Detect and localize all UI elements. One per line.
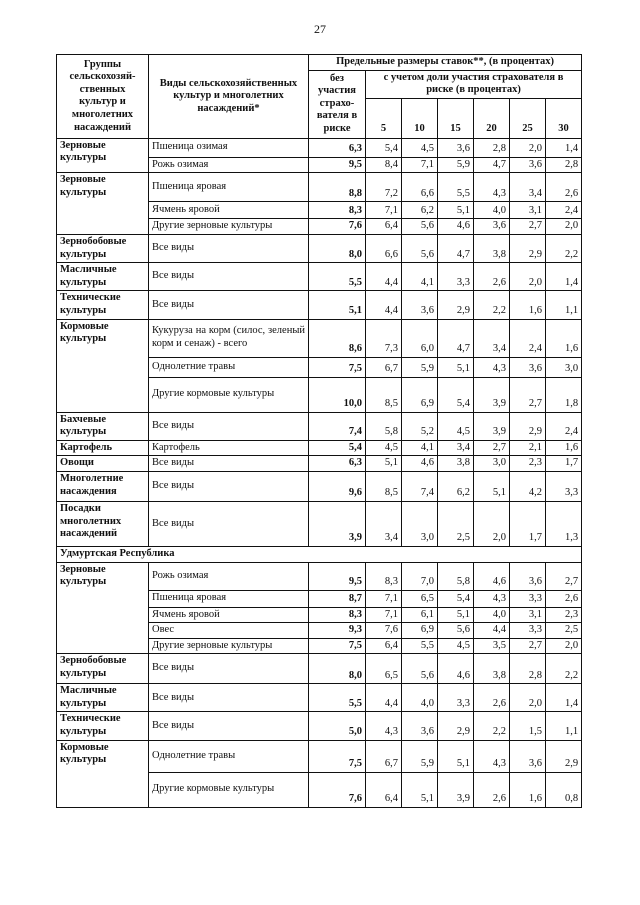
share-rate-cell: 5,9 xyxy=(438,157,474,173)
region-row xyxy=(57,546,582,562)
crop-group-cell: Масличные культуры xyxy=(57,684,149,712)
table-row xyxy=(57,684,582,712)
share-rate-cell: 1,6 xyxy=(546,319,582,357)
table-row xyxy=(57,456,582,472)
base-rate-cell: 8,0 xyxy=(309,654,366,684)
share-rate-cell: 3,6 xyxy=(510,357,546,377)
table-row xyxy=(57,291,582,319)
base-rate-cell: 7,6 xyxy=(309,219,366,235)
share-rate-cell: 4,0 xyxy=(402,684,438,712)
crop-kind-cell: Ячмень яровой xyxy=(149,607,309,623)
share-rate-cell: 5,6 xyxy=(402,234,438,262)
crop-kind-cell: Другие кормовые культуры xyxy=(149,377,309,412)
share-rate-cell: 4,3 xyxy=(474,173,510,202)
crop-kind-cell: Рожь озимая xyxy=(149,562,309,590)
base-rate-cell: 8,3 xyxy=(309,607,366,623)
insurance-rates-table xyxy=(56,54,582,808)
region-title: Удмуртская Республика xyxy=(57,546,582,562)
share-rate-cell: 4,4 xyxy=(366,291,402,319)
share-rate-cell: 2,3 xyxy=(546,607,582,623)
table-row xyxy=(57,501,582,546)
crop-kind-cell: Все виды xyxy=(149,234,309,262)
share-rate-cell: 4,6 xyxy=(438,219,474,235)
header-share: с учетом доли участия страхователя в риске (в процентах) xyxy=(366,70,582,98)
table-row xyxy=(57,319,582,357)
crop-kind-cell: Все виды xyxy=(149,412,309,440)
share-rate-cell: 5,9 xyxy=(402,357,438,377)
share-rate-cell: 2,9 xyxy=(438,712,474,740)
share-rate-cell: 4,2 xyxy=(510,471,546,501)
share-rate-cell: 6,6 xyxy=(402,173,438,202)
share-rate-cell: 2,6 xyxy=(546,173,582,202)
share-rate-cell: 5,5 xyxy=(402,638,438,654)
share-rate-cell: 2,2 xyxy=(474,712,510,740)
base-rate-cell: 3,9 xyxy=(309,501,366,546)
crop-group-cell: Технические культуры xyxy=(57,712,149,740)
share-rate-cell: 7,4 xyxy=(402,471,438,501)
base-rate-cell: 8,6 xyxy=(309,319,366,357)
table-row xyxy=(57,712,582,740)
base-rate-cell: 7,6 xyxy=(309,772,366,807)
share-rate-cell: 6,5 xyxy=(366,654,402,684)
share-rate-cell: 6,9 xyxy=(402,623,438,639)
crop-kind-cell: Другие зерновые культуры xyxy=(149,638,309,654)
share-rate-cell: 0,8 xyxy=(546,772,582,807)
share-rate-cell: 2,1 xyxy=(510,440,546,456)
base-rate-cell: 6,3 xyxy=(309,456,366,472)
table-row xyxy=(57,654,582,684)
share-rate-cell: 2,0 xyxy=(510,263,546,291)
share-rate-cell: 2,6 xyxy=(474,684,510,712)
share-rate-cell: 3,6 xyxy=(510,157,546,173)
base-rate-cell: 9,3 xyxy=(309,623,366,639)
share-rate-cell: 3,3 xyxy=(510,623,546,639)
crop-kind-cell: Все виды xyxy=(149,684,309,712)
share-rate-cell: 5,5 xyxy=(438,173,474,202)
share-rate-cell: 6,4 xyxy=(366,772,402,807)
base-rate-cell: 9,6 xyxy=(309,471,366,501)
crop-kind-cell: Все виды xyxy=(149,291,309,319)
share-rate-cell: 2,5 xyxy=(438,501,474,546)
share-rate-cell: 1,7 xyxy=(510,501,546,546)
share-rate-cell: 8,5 xyxy=(366,471,402,501)
share-rate-cell: 4,5 xyxy=(402,138,438,157)
share-rate-cell: 3,4 xyxy=(438,440,474,456)
share-rate-cell: 2,7 xyxy=(510,219,546,235)
share-rate-cell: 3,3 xyxy=(438,263,474,291)
share-rate-cell: 4,1 xyxy=(402,440,438,456)
share-rate-cell: 3,9 xyxy=(474,377,510,412)
table-body-section-2 xyxy=(57,546,582,807)
share-rate-cell: 3,6 xyxy=(438,138,474,157)
share-rate-cell: 3,6 xyxy=(474,219,510,235)
share-rate-cell: 7,1 xyxy=(366,607,402,623)
share-rate-cell: 3,0 xyxy=(546,357,582,377)
table-body-section-1 xyxy=(57,138,582,546)
share-rate-cell: 5,4 xyxy=(366,138,402,157)
crop-group-cell: Многолетние насаждения xyxy=(57,471,149,501)
crop-kind-cell: Овес xyxy=(149,623,309,639)
table-row xyxy=(57,562,582,590)
base-rate-cell: 8,7 xyxy=(309,590,366,607)
share-rate-cell: 2,7 xyxy=(546,562,582,590)
share-rate-cell: 3,5 xyxy=(474,638,510,654)
share-rate-cell: 3,3 xyxy=(510,590,546,607)
table-row xyxy=(57,471,582,501)
base-rate-cell: 5,5 xyxy=(309,263,366,291)
share-rate-cell: 5,4 xyxy=(438,590,474,607)
share-rate-cell: 4,3 xyxy=(366,712,402,740)
share-rate-cell: 5,1 xyxy=(438,202,474,219)
share-rate-cell: 4,4 xyxy=(366,684,402,712)
share-rate-cell: 8,5 xyxy=(366,377,402,412)
share-rate-cell: 3,8 xyxy=(474,654,510,684)
share-rate-cell: 7,1 xyxy=(402,157,438,173)
share-rate-cell: 2,7 xyxy=(510,377,546,412)
share-rate-cell: 2,9 xyxy=(510,234,546,262)
share-rate-cell: 2,6 xyxy=(546,590,582,607)
base-rate-cell: 7,5 xyxy=(309,740,366,772)
share-rate-cell: 5,1 xyxy=(438,607,474,623)
crop-kind-cell: Все виды xyxy=(149,712,309,740)
share-rate-cell: 7,0 xyxy=(402,562,438,590)
share-rate-cell: 4,5 xyxy=(366,440,402,456)
share-rate-cell: 4,7 xyxy=(438,319,474,357)
crop-kind-cell: Ячмень яровой xyxy=(149,202,309,219)
share-rate-cell: 1,1 xyxy=(546,712,582,740)
share-rate-cell: 4,5 xyxy=(438,638,474,654)
share-rate-cell: 3,4 xyxy=(474,319,510,357)
share-rate-cell: 4,6 xyxy=(438,654,474,684)
table-row xyxy=(57,440,582,456)
crop-kind-cell: Другие зерновые культуры xyxy=(149,219,309,235)
crop-kind-cell: Все виды xyxy=(149,263,309,291)
crop-kind-cell: Однолетние травы xyxy=(149,740,309,772)
crop-group-cell: Технические культуры xyxy=(57,291,149,319)
share-rate-cell: 3,8 xyxy=(438,456,474,472)
share-rate-cell: 5,8 xyxy=(366,412,402,440)
share-rate-cell: 3,6 xyxy=(402,291,438,319)
share-rate-cell: 2,4 xyxy=(546,412,582,440)
share-rate-cell: 2,9 xyxy=(546,740,582,772)
share-rate-cell: 3,1 xyxy=(510,202,546,219)
crop-group-cell: Зернобобовые культуры xyxy=(57,654,149,684)
crop-group-cell: Овощи xyxy=(57,456,149,472)
table-row xyxy=(57,138,582,157)
table-row xyxy=(57,740,582,772)
share-rate-cell: 3,9 xyxy=(474,412,510,440)
share-rate-cell: 4,4 xyxy=(474,623,510,639)
table-row xyxy=(57,234,582,262)
crop-group-cell: Зерновые культуры xyxy=(57,138,149,173)
base-rate-cell: 7,5 xyxy=(309,357,366,377)
share-rate-cell: 4,3 xyxy=(474,357,510,377)
share-rate-cell: 7,1 xyxy=(366,202,402,219)
share-rate-cell: 8,3 xyxy=(366,562,402,590)
share-rate-cell: 6,4 xyxy=(366,638,402,654)
share-rate-cell: 1,4 xyxy=(546,263,582,291)
base-rate-cell: 5,1 xyxy=(309,291,366,319)
share-rate-cell: 4,1 xyxy=(402,263,438,291)
share-rate-cell: 7,6 xyxy=(366,623,402,639)
share-rate-cell: 2,0 xyxy=(546,219,582,235)
share-rate-cell: 5,2 xyxy=(402,412,438,440)
crop-group-cell: Зерновые культуры xyxy=(57,173,149,235)
share-rate-cell: 1,4 xyxy=(546,684,582,712)
crop-kind-cell: Пшеница озимая xyxy=(149,138,309,157)
share-rate-cell: 5,6 xyxy=(402,219,438,235)
table-row xyxy=(57,263,582,291)
header-base: без участия страхо-вателя в риске xyxy=(309,70,366,138)
share-rate-cell: 7,1 xyxy=(366,590,402,607)
crop-group-cell: Кормовые культуры xyxy=(57,319,149,412)
crop-group-cell: Кормовые культуры xyxy=(57,740,149,807)
share-rate-cell: 1,3 xyxy=(546,501,582,546)
share-rate-cell: 4,0 xyxy=(474,202,510,219)
crop-kind-cell: Все виды xyxy=(149,471,309,501)
header-share-col: 15 xyxy=(438,98,474,138)
share-rate-cell: 1,4 xyxy=(546,138,582,157)
share-rate-cell: 6,7 xyxy=(366,357,402,377)
crop-group-cell: Картофель xyxy=(57,440,149,456)
base-rate-cell: 9,5 xyxy=(309,157,366,173)
share-rate-cell: 4,6 xyxy=(474,562,510,590)
share-rate-cell: 4,6 xyxy=(402,456,438,472)
share-rate-cell: 6,7 xyxy=(366,740,402,772)
share-rate-cell: 2,3 xyxy=(510,456,546,472)
share-rate-cell: 2,2 xyxy=(546,234,582,262)
share-rate-cell: 2,5 xyxy=(546,623,582,639)
share-rate-cell: 1,6 xyxy=(510,291,546,319)
share-rate-cell: 3,9 xyxy=(438,772,474,807)
crop-group-cell: Зернобобовые культуры xyxy=(57,234,149,262)
share-rate-cell: 1,7 xyxy=(546,456,582,472)
share-rate-cell: 6,2 xyxy=(438,471,474,501)
table-row xyxy=(57,173,582,202)
header-share-col: 10 xyxy=(402,98,438,138)
page-number: 27 xyxy=(314,22,326,36)
base-rate-cell: 8,8 xyxy=(309,173,366,202)
share-rate-cell: 2,8 xyxy=(510,654,546,684)
share-rate-cell: 3,0 xyxy=(402,501,438,546)
share-rate-cell: 2,7 xyxy=(510,638,546,654)
share-rate-cell: 2,4 xyxy=(510,319,546,357)
share-rate-cell: 4,7 xyxy=(438,234,474,262)
share-rate-cell: 4,0 xyxy=(474,607,510,623)
share-rate-cell: 4,3 xyxy=(474,590,510,607)
base-rate-cell: 6,3 xyxy=(309,138,366,157)
header-rates-title: Предельные размеры ставок**, (в процентах) xyxy=(309,55,582,71)
share-rate-cell: 6,0 xyxy=(402,319,438,357)
share-rate-cell: 2,6 xyxy=(474,263,510,291)
header-share-col: 20 xyxy=(474,98,510,138)
share-rate-cell: 8,4 xyxy=(366,157,402,173)
header-share-col: 30 xyxy=(546,98,582,138)
crop-kind-cell: Картофель xyxy=(149,440,309,456)
share-rate-cell: 2,2 xyxy=(474,291,510,319)
share-rate-cell: 2,0 xyxy=(474,501,510,546)
share-rate-cell: 1,1 xyxy=(546,291,582,319)
share-rate-cell: 3,3 xyxy=(438,684,474,712)
share-rate-cell: 4,4 xyxy=(366,263,402,291)
share-rate-cell: 3,1 xyxy=(510,607,546,623)
crop-kind-cell: Все виды xyxy=(149,456,309,472)
base-rate-cell: 7,5 xyxy=(309,638,366,654)
header-kinds: Виды сельскохозяйственных культур и многолетних насаждений* xyxy=(149,55,309,139)
base-rate-cell: 5,5 xyxy=(309,684,366,712)
share-rate-cell: 5,6 xyxy=(438,623,474,639)
share-rate-cell: 5,1 xyxy=(366,456,402,472)
share-rate-cell: 3,6 xyxy=(402,712,438,740)
share-rate-cell: 6,4 xyxy=(366,219,402,235)
share-rate-cell: 2,2 xyxy=(546,654,582,684)
share-rate-cell: 3,0 xyxy=(474,456,510,472)
base-rate-cell: 8,3 xyxy=(309,202,366,219)
share-rate-cell: 6,5 xyxy=(402,590,438,607)
share-rate-cell: 6,2 xyxy=(402,202,438,219)
header-share-col: 25 xyxy=(510,98,546,138)
share-rate-cell: 3,3 xyxy=(546,471,582,501)
share-rate-cell: 2,0 xyxy=(510,684,546,712)
share-rate-cell: 3,6 xyxy=(510,740,546,772)
crop-kind-cell: Все виды xyxy=(149,654,309,684)
share-rate-cell: 5,4 xyxy=(438,377,474,412)
share-rate-cell: 3,6 xyxy=(510,562,546,590)
header-groups: Группы сельскохозяй-ственных культур и многолетних насаждений xyxy=(57,55,149,139)
share-rate-cell: 7,2 xyxy=(366,173,402,202)
share-rate-cell: 2,6 xyxy=(474,772,510,807)
share-rate-cell: 4,5 xyxy=(438,412,474,440)
base-rate-cell: 9,5 xyxy=(309,562,366,590)
share-rate-cell: 6,6 xyxy=(366,234,402,262)
base-rate-cell: 10,0 xyxy=(309,377,366,412)
header-share-col: 5 xyxy=(366,98,402,138)
crop-kind-cell: Однолетние травы xyxy=(149,357,309,377)
crop-group-cell: Масличные культуры xyxy=(57,263,149,291)
crop-kind-cell: Пшеница яровая xyxy=(149,173,309,202)
share-rate-cell: 5,1 xyxy=(438,357,474,377)
crop-group-cell: Зерновые культуры xyxy=(57,562,149,654)
base-rate-cell: 8,0 xyxy=(309,234,366,262)
share-rate-cell: 3,4 xyxy=(510,173,546,202)
share-rate-cell: 2,9 xyxy=(510,412,546,440)
share-rate-cell: 1,6 xyxy=(510,772,546,807)
base-rate-cell: 7,4 xyxy=(309,412,366,440)
share-rate-cell: 6,9 xyxy=(402,377,438,412)
share-rate-cell: 1,6 xyxy=(546,440,582,456)
table-row xyxy=(57,412,582,440)
share-rate-cell: 2,9 xyxy=(438,291,474,319)
crop-kind-cell: Все виды xyxy=(149,501,309,546)
base-rate-cell: 5,0 xyxy=(309,712,366,740)
share-rate-cell: 5,6 xyxy=(402,654,438,684)
share-rate-cell: 7,3 xyxy=(366,319,402,357)
crop-kind-cell: Другие кормовые культуры xyxy=(149,772,309,807)
share-rate-cell: 5,1 xyxy=(474,471,510,501)
share-rate-cell: 5,8 xyxy=(438,562,474,590)
crop-group-cell: Посадки многолетних насаждений xyxy=(57,501,149,546)
crop-kind-cell: Кукуруза на корм (силос, зеленый корм и сенаж) - всего xyxy=(149,319,309,357)
share-rate-cell: 1,5 xyxy=(510,712,546,740)
share-rate-cell: 4,3 xyxy=(474,740,510,772)
share-rate-cell: 6,1 xyxy=(402,607,438,623)
share-rate-cell: 5,9 xyxy=(402,740,438,772)
crop-kind-cell: Пшеница яровая xyxy=(149,590,309,607)
share-rate-cell: 2,0 xyxy=(510,138,546,157)
share-rate-cell: 2,7 xyxy=(474,440,510,456)
share-rate-cell: 2,8 xyxy=(474,138,510,157)
share-rate-cell: 5,1 xyxy=(402,772,438,807)
share-rate-cell: 2,8 xyxy=(546,157,582,173)
crop-kind-cell: Рожь озимая xyxy=(149,157,309,173)
share-rate-cell: 3,4 xyxy=(366,501,402,546)
crop-group-cell: Бахчевые культуры xyxy=(57,412,149,440)
share-rate-cell: 4,7 xyxy=(474,157,510,173)
share-rate-cell: 3,8 xyxy=(474,234,510,262)
share-rate-cell: 2,0 xyxy=(546,638,582,654)
share-rate-cell: 5,1 xyxy=(438,740,474,772)
share-rate-cell: 2,4 xyxy=(546,202,582,219)
base-rate-cell: 5,4 xyxy=(309,440,366,456)
share-rate-cell: 1,8 xyxy=(546,377,582,412)
